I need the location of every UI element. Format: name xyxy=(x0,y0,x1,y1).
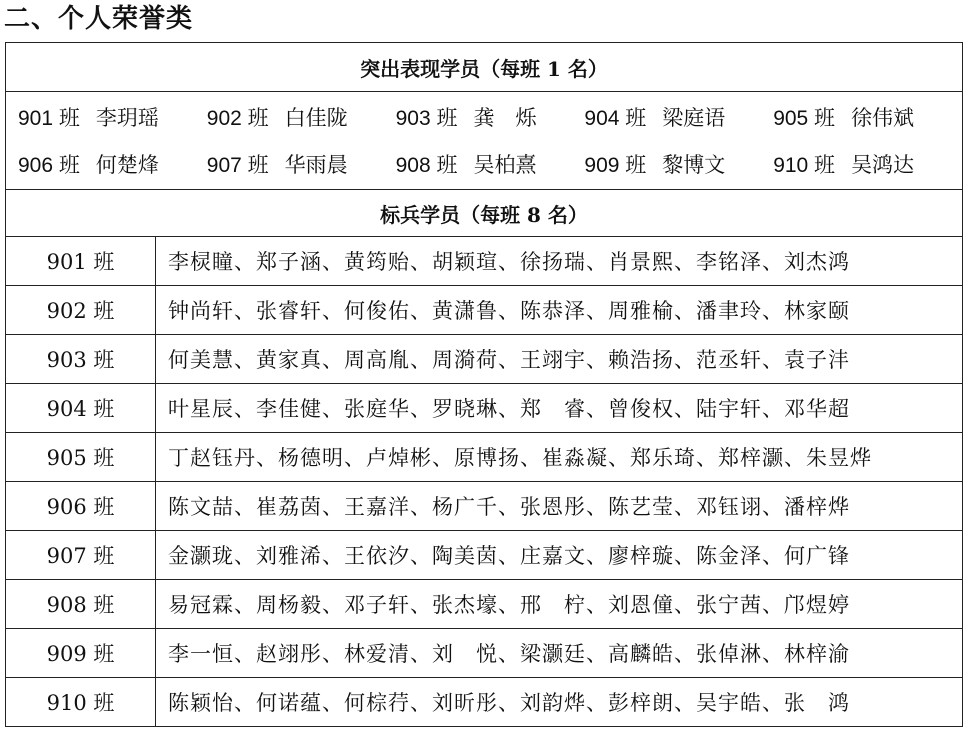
outstanding-item xyxy=(207,149,396,179)
outstanding-name: 白佳陇 xyxy=(284,106,348,130)
outstanding-name: 龚 烁 xyxy=(473,106,537,130)
outstanding-class: 909 班 xyxy=(584,154,647,177)
class-label: 909 班 xyxy=(6,629,156,678)
standard-header-row xyxy=(6,190,963,237)
outstanding-header: 突出表现学员（每班 1 名） xyxy=(6,43,963,92)
standard-header: 标兵学员（每班 8 名） xyxy=(6,190,963,237)
table-row xyxy=(6,482,963,531)
student-names: 易冠霖、周杨毅、邓子轩、张杰壕、邢 柠、刘恩僮、张宁茜、邝煜婷 xyxy=(156,580,963,629)
class-label: 908 班 xyxy=(6,580,156,629)
table-row xyxy=(6,678,963,727)
section-title: 二、个人荣誉类 xyxy=(4,4,194,34)
outstanding-item xyxy=(584,102,773,132)
outstanding-name: 徐伟斌 xyxy=(851,106,915,130)
outstanding-item xyxy=(207,102,396,132)
student-names: 金灏珑、刘雅浠、王依汐、陶美茵、庄嘉文、廖梓璇、陈金泽、何广锋 xyxy=(156,531,963,580)
outstanding-header-row xyxy=(6,43,963,92)
outstanding-class: 910 班 xyxy=(773,154,836,177)
student-names: 李一恒、赵翊彤、林爱清、刘 悦、梁灏廷、高麟皓、张倬淋、林梓渝 xyxy=(156,629,963,678)
student-names: 何美慧、黄家真、周高胤、周漪荷、王翊宇、赖浩扬、范丞轩、袁子沣 xyxy=(156,335,963,384)
outstanding-class: 903 班 xyxy=(395,107,458,130)
student-names: 丁赵钰丹、杨德明、卢焯彬、原博扬、崔淼凝、郑乐琦、郑梓灏、朱昱烨 xyxy=(156,433,963,482)
outstanding-grid xyxy=(6,94,962,188)
outstanding-item xyxy=(396,102,585,132)
table-row xyxy=(6,580,963,629)
outstanding-name: 华雨晨 xyxy=(284,153,348,177)
student-names: 李棂瞳、郑子涵、黄筠贻、胡颖瑄、徐扬瑞、肖景熙、李铭泽、刘杰鸿 xyxy=(156,237,963,286)
table-row xyxy=(6,433,963,482)
outstanding-list-cell xyxy=(6,92,963,190)
table-row xyxy=(6,384,963,433)
student-names: 陈文喆、崔荔茵、王嘉洋、杨广千、张恩彤、陈艺莹、邓钰诩、潘梓烨 xyxy=(156,482,963,531)
class-label: 903 班 xyxy=(6,335,156,384)
class-label: 907 班 xyxy=(6,531,156,580)
outstanding-class: 901 班 xyxy=(18,107,80,130)
class-label: 910 班 xyxy=(6,678,156,727)
class-label: 905 班 xyxy=(6,433,156,482)
class-label: 901 班 xyxy=(6,237,156,286)
outstanding-item xyxy=(584,149,773,179)
honors-table xyxy=(5,42,963,727)
class-label: 902 班 xyxy=(6,286,156,335)
student-names: 陈颖怡、何诺蕴、何棕荇、刘昕彤、刘韵烨、彭梓朗、吴宇皓、张 鸿 xyxy=(156,678,963,727)
outstanding-name: 黎博文 xyxy=(662,153,726,177)
outstanding-name: 李玥瑶 xyxy=(95,106,159,130)
outstanding-name: 梁庭语 xyxy=(662,106,726,130)
outstanding-class: 905 班 xyxy=(773,107,836,130)
outstanding-class: 908 班 xyxy=(395,154,458,177)
outstanding-class: 904 班 xyxy=(584,107,647,130)
class-label: 906 班 xyxy=(6,482,156,531)
outstanding-name: 吴鸿达 xyxy=(851,153,915,177)
table-row xyxy=(6,335,963,384)
table-row xyxy=(6,531,963,580)
table-row xyxy=(6,629,963,678)
outstanding-list-row xyxy=(6,92,963,190)
outstanding-item xyxy=(773,102,962,132)
outstanding-item xyxy=(18,102,207,132)
outstanding-item xyxy=(18,149,207,179)
table-row xyxy=(6,237,963,286)
student-names: 叶星辰、李佳健、张庭华、罗晓琳、郑 睿、曾俊权、陆宇轩、邓华超 xyxy=(156,384,963,433)
outstanding-class: 902 班 xyxy=(206,107,269,130)
outstanding-class: 907 班 xyxy=(206,154,269,177)
outstanding-class: 906 班 xyxy=(18,154,80,177)
table-row xyxy=(6,286,963,335)
class-label: 904 班 xyxy=(6,384,156,433)
student-names: 钟尚轩、张睿轩、何俊佑、黄潇鲁、陈恭泽、周雅榆、潘聿玲、林家颐 xyxy=(156,286,963,335)
outstanding-item xyxy=(396,149,585,179)
outstanding-item xyxy=(773,149,962,179)
outstanding-name: 何楚烽 xyxy=(95,153,159,177)
outstanding-name: 吴柏熹 xyxy=(473,153,537,177)
